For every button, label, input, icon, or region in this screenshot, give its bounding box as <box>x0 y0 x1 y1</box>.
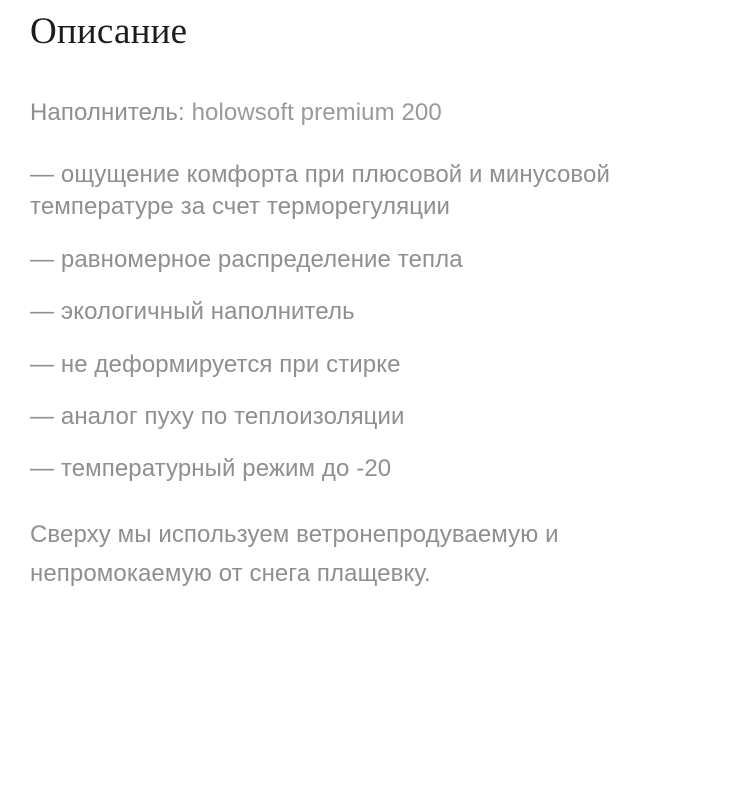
filler-label: Наполнитель: <box>30 98 185 126</box>
list-item: — равномерное распределение тепла <box>30 245 463 273</box>
list-item: — ощущение комфорта при плюсовой и минусовой температуре за счет терморегуляции <box>30 161 610 221</box>
list-item: — температурный режим до -20 <box>30 455 392 483</box>
page-title: Описание <box>30 11 188 52</box>
feature-list <box>30 159 721 486</box>
list-item: — экологичный наполнитель <box>30 298 355 326</box>
filler-line <box>30 97 721 129</box>
list-item: — не деформируется при стирке <box>30 350 401 378</box>
outro-paragraph: Сверху мы используем ветронепродуваемую и непромокаемую от снега плащевку. <box>30 520 559 587</box>
list-item: — аналог пуху по теплоизоляции <box>30 403 405 431</box>
filler-value: holowsoft premium 200 <box>191 98 442 126</box>
